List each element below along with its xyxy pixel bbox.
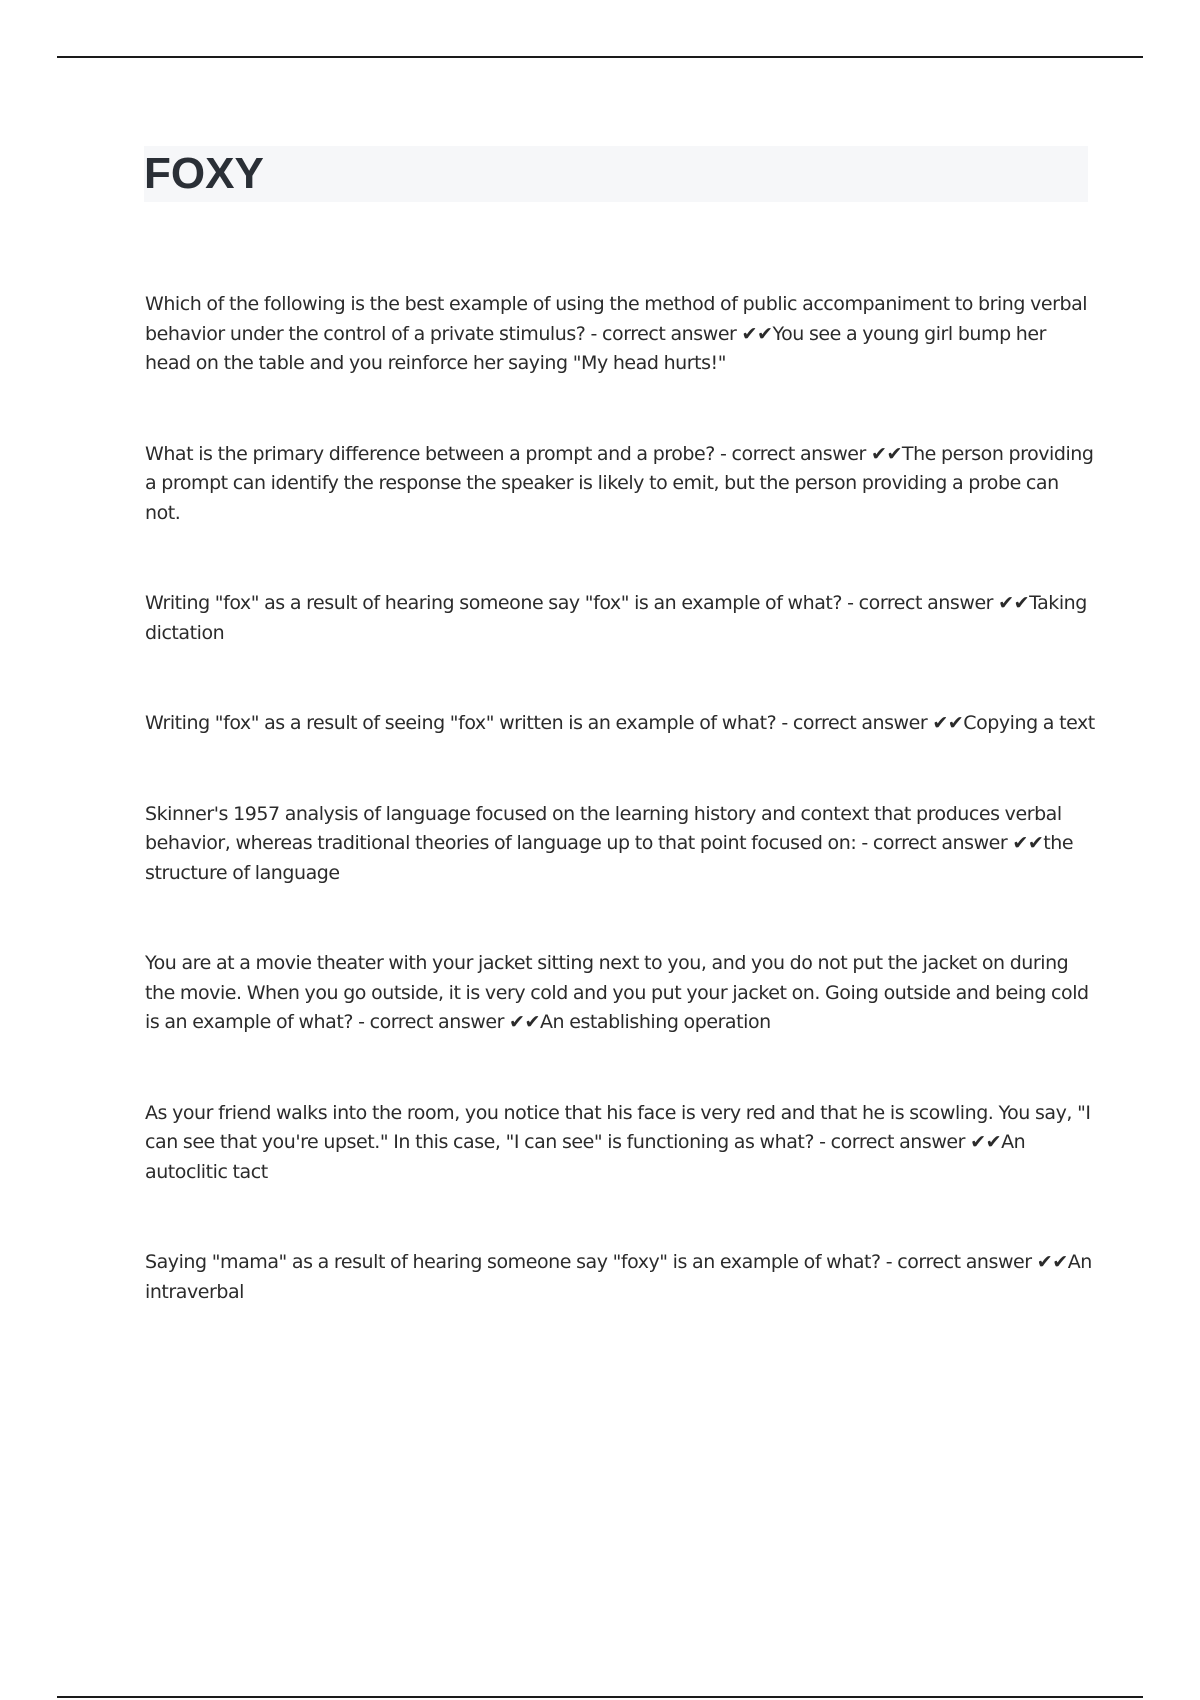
qa-item-2 xyxy=(145,440,1095,529)
answer-text: the structure of language xyxy=(145,832,1074,884)
answer-marker: - correct answer ✔✔ xyxy=(776,712,964,734)
qa-item-7 xyxy=(145,1099,1095,1188)
answer-marker: - correct answer ✔✔ xyxy=(714,442,902,465)
answer-text: Taking dictation xyxy=(145,592,1087,644)
question-text: Writing "fox" as a result of hearing someone say "fox" is an example of what? xyxy=(145,592,843,614)
answer-text: An autoclitic tact xyxy=(145,1131,1026,1183)
question-text: Saying "mama" as a result of hearing someone say "foxy" is an example of what? xyxy=(145,1251,881,1273)
qa-item-8 xyxy=(145,1248,1095,1307)
answer-text: The person providing a prompt can identify the response the speaker is likely to emit, but the person providing a probe can not. xyxy=(145,442,1094,524)
answer-text: Copying a text xyxy=(963,712,1095,734)
document-title: FOXY xyxy=(144,149,264,198)
answer-marker: - correct answer ✔✔ xyxy=(842,592,1030,614)
qa-item-1 xyxy=(145,290,1095,379)
question-text: As your friend walks into the room, you notice that his face is very red and that he is scowling. You say, "I can see that you're upset." In this case, "I can see" is functioning as what? xyxy=(145,1101,1091,1153)
answer-text: You see a young girl bump her head on the table and you reinforce her saying "My head hurts!" xyxy=(145,322,1046,374)
bottom-rule xyxy=(57,1696,1143,1698)
top-rule xyxy=(57,56,1143,58)
question-text: What is the primary difference between a prompt and a probe? xyxy=(145,442,715,465)
answer-marker: - correct answer ✔✔ xyxy=(880,1251,1068,1273)
title-bar xyxy=(144,146,1088,202)
answer-marker: - correct answer ✔✔ xyxy=(856,832,1044,854)
qa-item-4 xyxy=(145,709,1095,739)
answer-marker: - correct answer ✔✔ xyxy=(585,322,773,345)
qa-list xyxy=(145,290,1095,1307)
answer-text: An intraverbal xyxy=(145,1251,1092,1303)
qa-item-5 xyxy=(145,800,1095,889)
answer-text: An establishing operation xyxy=(540,1011,771,1033)
answer-marker: - correct answer ✔✔ xyxy=(814,1131,1002,1153)
answer-marker: - correct answer ✔✔ xyxy=(352,1011,540,1033)
question-text: Skinner's 1957 analysis of language focused on the learning history and context that produces verbal behavior, whereas traditional theories of language up to that point focused on: xyxy=(145,802,1062,854)
question-text: Which of the following is the best example of using the method of public accompaniment to bring verbal behavior under the control of a private stimulus? xyxy=(145,293,1088,345)
question-text: You are at a movie theater with your jacket sitting next to you, and you do not put the jacket on during the movie. When you go outside, it is very cold and you put your jacket on. Going outside and being cold is an example of what? xyxy=(145,952,1089,1033)
question-text: Writing "fox" as a result of seeing "fox" written is an example of what? xyxy=(145,712,777,734)
qa-item-6 xyxy=(145,949,1095,1038)
qa-item-3 xyxy=(145,589,1095,648)
